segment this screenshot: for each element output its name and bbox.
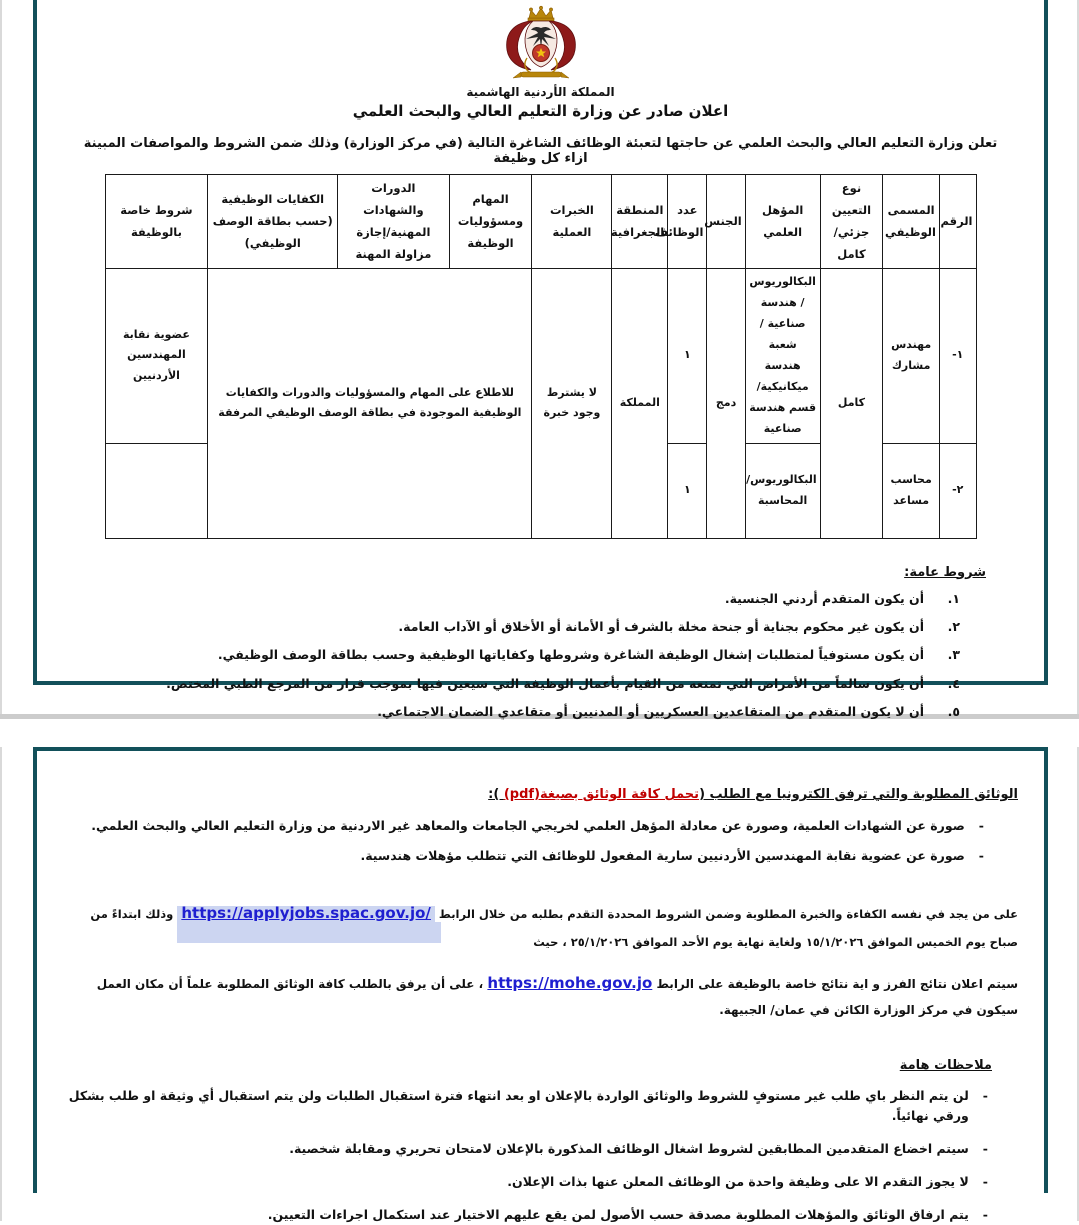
cell-qualification: البكالوريوس/ المحاسبة: [745, 443, 820, 538]
cell-gender: دمج: [707, 269, 745, 538]
heading-text: ):: [488, 787, 504, 802]
heading-red-text: تحمل كافة الوثائق بصيغة(pdf): [503, 787, 700, 802]
important-notes-title: ملاحظات هامة: [899, 1057, 992, 1073]
list-item: [95, 589, 986, 608]
col-header-duties: المهام ومسؤوليات الوظيفة: [449, 175, 532, 269]
col-header-appointment-type: نوع التعيين جزئي/كامل: [820, 175, 883, 269]
dash-bullet: -: [982, 1140, 988, 1156]
cell-region: المملكة: [612, 269, 668, 538]
list-item: [61, 1139, 1020, 1159]
vacancies-table: [105, 174, 977, 539]
col-header-gender: الجنس: [707, 175, 745, 269]
list-item: [95, 645, 986, 664]
document-page-2: [0, 747, 1079, 1221]
list-item-text: أن يكون سالماً من الأمراض التي تمنعه من القيام بأعمال الوظيفة التي سيعين فيها بموجب قرار من المرجع الطبي المختص.: [166, 675, 924, 691]
application-instructions: [61, 898, 1020, 954]
dash-bullet: -: [982, 1206, 988, 1222]
important-notes-list: [61, 1086, 1020, 1225]
col-header-qualification: المؤهل العلمي: [745, 175, 820, 269]
list-item-text: صورة عن عضوية نقابة المهندسين الأردنيين سارية المفعول للوظائف التي تتطلب مؤهلات هندسية.: [360, 848, 965, 863]
col-header-experience: الخبرات العملية: [532, 175, 612, 269]
list-item-text: لا يجوز التقدم الا على وظيفة واحدة من الوظائف المعلن عنها بذات الإعلان.: [507, 1173, 969, 1189]
list-item-text: لن يتم النظر باي طلب غير مستوفٍ للشروط والوثائق الواردة بالإعلان او بعد انتهاء فترة استقبال الطلبات ولن يتم استقبال أي وثيقة او طلب بشكل ورقي نهائياً.: [68, 1087, 969, 1123]
table-row: [105, 269, 976, 443]
cell-job-title: محاسب مساعد: [883, 443, 940, 538]
announcement-intro: تعلن وزارة التعليم العالي والبحث العلمي عن حاجتها لتعبئة الوظائف الشاغرة التالية (في مركز الوزارة) وذلك ضمن الشروط والمواصفات المبينة ازاء كل وظيفة: [83, 136, 998, 166]
cell-number: ٢-: [939, 443, 976, 538]
required-documents-list: [61, 816, 1020, 866]
list-item: [95, 674, 986, 693]
cell-vacancy-count: ١: [668, 269, 707, 443]
cell-appointment-type: كامل: [820, 269, 883, 538]
list-item: [95, 617, 986, 636]
list-item-text: سيتم اخضاع المتقدمين المطابقين لشروط اشغال الوظائف المذكورة بالإعلان لامتحان تحريري ومقابلة شخصية.: [289, 1140, 969, 1156]
cell-experience: لا يشترط وجود خبرة: [532, 269, 612, 538]
list-item-text: يتم ارفاق الوثائق والمؤهلات المطلوبة مصدقة حسب الأصول لمن يقع عليهم الاختيار عند استكمال اجراءات التعيين.: [267, 1206, 969, 1222]
list-item-text: أن يكون مستوفياً لمتطلبات إشغال الوظيفة الشاغرة وشروطها وكفاياتها الوظيفية وحسب بطاقة الوصف الوظيفي.: [217, 647, 924, 663]
col-header-vacancy-count: عدد الوظائف: [668, 175, 707, 269]
cell-duties-note: للاطلاع على المهام والمسؤوليات والدورات والكفايات الوظيفية الموجودة في بطاقة الوصف الوظيفي المرفقة: [208, 269, 532, 538]
dash-bullet: -: [982, 1173, 988, 1189]
dash-bullet: -: [978, 848, 984, 863]
dash-bullet: -: [978, 818, 984, 833]
cell-special-conditions: عضوية نقابة المهندسين الأردنيين: [105, 269, 208, 443]
dash-bullet: -: [982, 1087, 988, 1103]
list-item: [61, 846, 1020, 866]
list-item-number: ٢.: [947, 618, 960, 634]
general-conditions-title: شروط عامة:: [904, 564, 986, 580]
list-item-text: أن لا يكون المتقدم من المتقاعدين العسكريين أو المدنيين أو متقاعدي الضمان الاجتماعي.: [377, 704, 924, 719]
cell-special-conditions: [105, 443, 208, 538]
results-instructions: [61, 968, 1020, 1022]
heading-text: الوثائق المطلوبة والتي ترفق الكترونيا مع الطلب (: [699, 787, 1018, 802]
documents-frame: [33, 747, 1048, 1222]
emblem-wrap: [65, 4, 1016, 99]
apply-text-after: وذلك ابتداءً من صباح يوم الخميس الموافق ١٥/١/٢٠٢٦ ولغاية نهاية يوم الأحد الموافق ٢٥/١/٢٠٢٦ ، حيث: [90, 907, 1018, 949]
table-header-row: [105, 175, 976, 269]
col-header-competencies: الكفايات الوظيفية (حسب بطاقة الوصف الوظيفي): [208, 175, 338, 269]
cell-number: ١-: [939, 269, 976, 443]
general-conditions-section: [95, 565, 986, 722]
mohe-link[interactable]: https://mohe.gov.jo: [487, 973, 653, 992]
cell-qualification: البكالوريوس / هندسة صناعية /شعبة هندسة ميكانيكية/ قسم هندسة صناعية: [745, 269, 820, 443]
results-text-before: سيتم اعلان نتائج الفرز و اية نتائج خاصة بالوظيفة على الرابط: [652, 976, 1018, 991]
jordan-coat-of-arms-icon: [481, 6, 601, 80]
list-item: [61, 1086, 1020, 1126]
list-item-text: أن يكون غير محكوم بجناية أو جنحة مخلة بالشرف أو الأمانة أو الأخلاق أو الآداب العامة.: [398, 618, 924, 634]
results-text-after: ، على أن يرفق بالطلب كافة الوثائق المطلوبة علماً أن مكان العمل سيكون في مركز الوزارة الكائن في عمان/ الجبيهة.: [96, 976, 1018, 1017]
apply-text-before: على من يجد في نفسه الكفاءة والخبرة المطلوبة وضمن الشروط المحددة التقدم بطلبه من خلال الرابط: [434, 907, 1018, 921]
col-header-number: الرقم: [939, 175, 976, 269]
list-item-number: ١.: [947, 590, 960, 606]
col-header-special-conditions: شروط خاصة بالوظيفة: [105, 175, 208, 269]
list-item-number: ٥.: [947, 704, 960, 719]
announcement-title: اعلان صادر عن وزارة التعليم العالي والبحث العلمي: [352, 102, 729, 120]
col-header-job-title: المسمى الوظيفي: [883, 175, 940, 269]
list-item-number: ٣.: [947, 647, 960, 663]
announcement-frame: [33, 0, 1048, 719]
list-item-text: أن يكون المتقدم أردني الجنسية.: [724, 590, 924, 606]
col-header-courses: الدورات والشهادات المهنية/إجازة مزاولة المهنة: [338, 175, 449, 269]
emblem-caption: المملكة الأردنية الهاشمية: [466, 85, 615, 99]
apply-jobs-link[interactable]: https://applyjobs.spac.gov.jo/: [181, 904, 431, 922]
cell-job-title: مهندس مشارك: [883, 269, 940, 443]
list-item: [61, 1205, 1020, 1225]
list-item: [95, 702, 986, 721]
list-item: [61, 816, 1020, 836]
col-header-region: المنطقة الجغرافية: [612, 175, 668, 269]
list-item-number: ٤.: [947, 675, 960, 691]
list-item-text: صورة عن الشهادات العلمية، وصورة عن معادلة المؤهل العلمي لخريجي الجامعات والمعاهد غير الاردنية من وزارة التعليم العالي والبحث العلمي.: [91, 818, 965, 833]
required-documents-heading: [61, 787, 1020, 802]
cell-vacancy-count: ١: [668, 443, 707, 538]
list-item: [61, 1172, 1020, 1192]
